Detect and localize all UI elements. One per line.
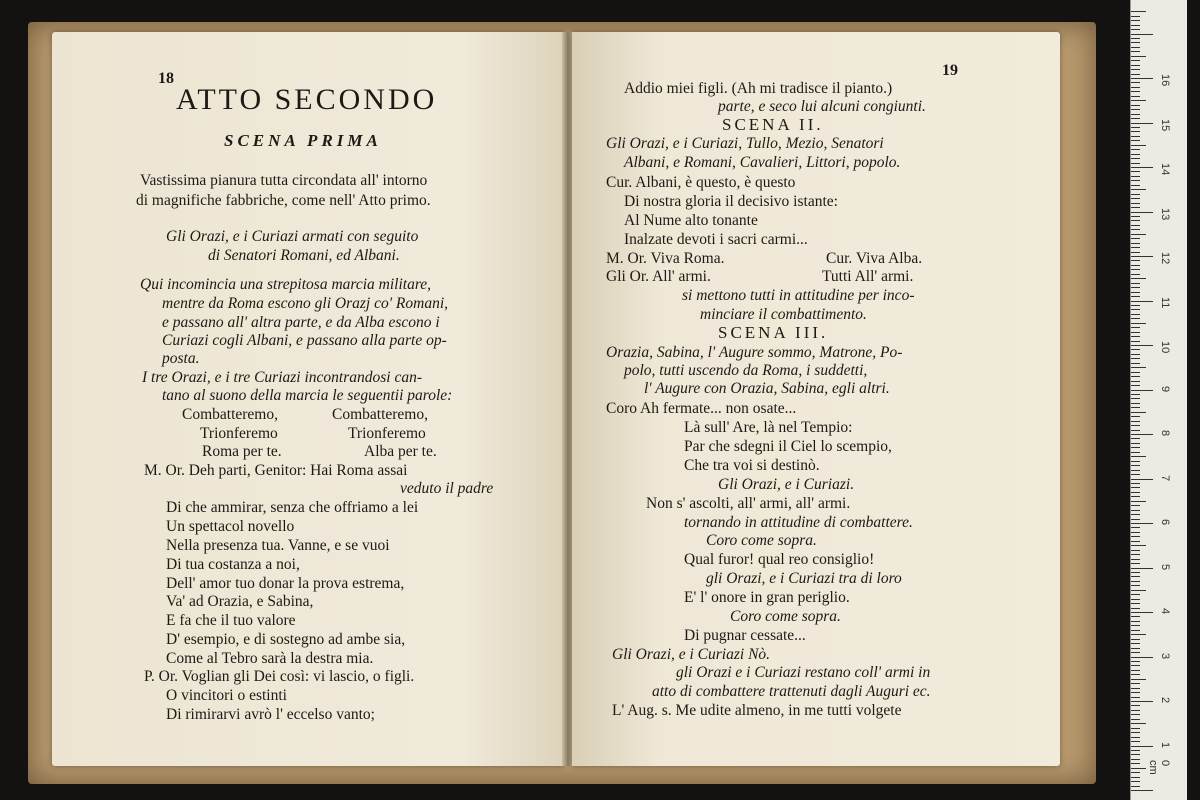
ruler-tick	[1131, 590, 1146, 591]
ruler-tick	[1131, 474, 1140, 475]
text-line: Di pugnar cessate...	[684, 627, 806, 644]
ruler-tick	[1131, 56, 1146, 57]
ruler-tick	[1131, 203, 1140, 204]
ruler-number: 16	[1159, 74, 1171, 87]
ruler-tick	[1131, 207, 1140, 208]
ruler-tick	[1131, 465, 1140, 466]
text-line: P. Or. Voglian gli Dei così: vi lascio, o figli.	[144, 668, 415, 685]
ruler-tick	[1131, 634, 1146, 635]
ruler-tick	[1131, 367, 1146, 368]
ruler-tick	[1131, 372, 1140, 373]
ruler-tick	[1131, 483, 1140, 484]
ruler-tick	[1131, 532, 1140, 533]
ruler-tick	[1131, 541, 1140, 542]
ruler-tick	[1131, 697, 1140, 698]
ruler-tick	[1131, 256, 1153, 257]
text-line: Inalzate devoti i sacri carmi...	[624, 231, 808, 248]
ruler-tick	[1131, 777, 1140, 778]
ruler-tick	[1131, 390, 1153, 391]
ruler-tick	[1131, 194, 1140, 195]
text-line: Vastissima pianura tutta circondata all' intorno	[140, 172, 428, 189]
text-line: Coro come sopra.	[706, 532, 817, 549]
ruler-tick	[1131, 759, 1140, 760]
ruler-tick	[1131, 42, 1140, 43]
ruler-tick	[1131, 105, 1140, 106]
text-line: Là sull' Are, là nel Tempio:	[684, 419, 853, 436]
ruler-tick	[1131, 163, 1140, 164]
ruler-tick	[1131, 648, 1140, 649]
text-line: Combatteremo,	[332, 406, 428, 423]
text-line: Gli Orazi, e i Curiazi.	[718, 476, 855, 493]
ruler-tick	[1131, 131, 1140, 132]
ruler-tick	[1131, 189, 1146, 190]
ruler-tick	[1131, 750, 1140, 751]
text-line: di Senatori Romani, ed Albani.	[208, 247, 400, 264]
ruler-number: 12	[1159, 252, 1171, 265]
ruler-tick	[1131, 487, 1140, 488]
text-line: Nella presenza tua. Vanne, e se vuoi	[166, 537, 390, 554]
ruler-tick	[1131, 260, 1140, 261]
text-line: Come al Tebro sarà la destra mia.	[166, 650, 374, 667]
ruler-tick	[1131, 679, 1146, 680]
ruler-tick	[1131, 212, 1153, 213]
ruler-tick	[1131, 123, 1153, 124]
ruler-tick	[1131, 65, 1140, 66]
ruler-tick	[1131, 505, 1140, 506]
ruler-tick	[1131, 398, 1140, 399]
ruler-number: 5	[1159, 563, 1171, 570]
text-line: Di tua costanza a noi,	[166, 556, 300, 573]
ruler-tick	[1131, 723, 1146, 724]
ruler-tick	[1131, 38, 1140, 39]
text-line: parte, e seco lui alcuni congiunti.	[718, 98, 926, 115]
ruler-tick	[1131, 608, 1140, 609]
ruler-tick	[1131, 29, 1140, 30]
ruler-tick	[1131, 171, 1140, 172]
text-line: Trionferemo	[348, 425, 426, 442]
text-line: Gli Or. All' armi.	[606, 268, 711, 285]
ruler-tick	[1131, 376, 1140, 377]
text-line: Di rimirarvi avrò l' eccelso vanto;	[166, 706, 375, 723]
ruler-tick	[1131, 728, 1140, 729]
ruler-number: 4	[1159, 608, 1171, 615]
ruler-tick	[1131, 479, 1153, 480]
text-line: l' Augure con Orazia, Sabina, egli altri.	[644, 380, 890, 397]
ruler-number: 10	[1159, 341, 1171, 354]
ruler-tick	[1131, 438, 1140, 439]
ruler-tick	[1131, 461, 1140, 462]
ruler-tick	[1131, 621, 1140, 622]
ruler-tick	[1131, 430, 1140, 431]
ruler-tick	[1131, 768, 1146, 769]
ruler-tick	[1131, 198, 1140, 199]
ruler-tick	[1131, 599, 1140, 600]
ruler-tick	[1131, 652, 1140, 653]
ruler-tick	[1131, 527, 1140, 528]
ruler-tick	[1131, 496, 1140, 497]
ruler-tick	[1131, 265, 1140, 266]
ruler-number: 11	[1159, 296, 1171, 308]
ruler-tick	[1131, 234, 1146, 235]
ruler-tick	[1131, 332, 1140, 333]
text-line: Tutti All' armi.	[822, 268, 914, 285]
ruler-tick	[1131, 692, 1140, 693]
ruler-tick	[1131, 287, 1140, 288]
ruler-tick	[1131, 545, 1146, 546]
text-line: Di nostra gloria il decisivo istante:	[624, 193, 838, 210]
ruler-tick	[1131, 278, 1146, 279]
ruler-tick	[1131, 501, 1146, 502]
scene-heading: SCENA III.	[718, 323, 829, 342]
ruler-number: 3	[1159, 652, 1171, 659]
ruler-tick	[1131, 394, 1140, 395]
ruler-tick	[1131, 109, 1140, 110]
ruler-tick	[1131, 381, 1140, 382]
text-line: tano al suono della marcia le seguentii parole:	[162, 387, 453, 404]
ruler-tick	[1131, 385, 1140, 386]
ruler-tick	[1131, 305, 1140, 306]
text-line: Che tra voi si destinò.	[684, 457, 820, 474]
right-page	[572, 32, 1060, 766]
ruler-tick	[1131, 563, 1140, 564]
ruler-number: 1	[1159, 741, 1171, 748]
ruler-tick	[1131, 354, 1140, 355]
text-line: Di che ammirar, senza che offriamo a lei	[166, 499, 419, 516]
ruler-tick	[1131, 238, 1140, 239]
text-line: Combatteremo,	[182, 406, 278, 423]
ruler-tick	[1131, 737, 1140, 738]
ruler-number: 6	[1159, 519, 1171, 526]
ruler-tick	[1131, 447, 1140, 448]
ruler-tick	[1131, 176, 1140, 177]
ruler-tick	[1131, 96, 1140, 97]
ruler-tick	[1131, 91, 1140, 92]
ruler-tick	[1131, 100, 1146, 101]
ruler-tick	[1131, 154, 1140, 155]
ruler-tick	[1131, 216, 1140, 217]
ruler-tick	[1131, 60, 1140, 61]
ruler-tick	[1131, 145, 1146, 146]
text-line: veduto il padre	[400, 480, 494, 497]
ruler-tick	[1131, 519, 1140, 520]
ruler-tick	[1131, 16, 1140, 17]
ruler-tick	[1131, 140, 1140, 141]
ruler-tick	[1131, 452, 1140, 453]
ruler-tick	[1131, 34, 1153, 35]
ruler-tick	[1131, 443, 1140, 444]
ruler-tick	[1131, 594, 1140, 595]
ruler-tick	[1131, 82, 1140, 83]
ruler-tick	[1131, 510, 1140, 511]
ruler-tick	[1131, 47, 1140, 48]
scene-title: SCENA PRIMA	[224, 131, 382, 150]
ruler-tick	[1131, 283, 1140, 284]
ruler-tick	[1131, 705, 1140, 706]
ruler-number: 15	[1159, 118, 1171, 131]
ruler-tick	[1131, 434, 1153, 435]
ruler-tick	[1131, 136, 1140, 137]
text-line: tornando in attitudine di combattere.	[684, 514, 913, 531]
text-line: Gli Orazi, e i Curiazi, Tullo, Mezio, Senatori	[606, 135, 884, 152]
ruler-tick	[1131, 492, 1140, 493]
page-number-left: 18	[158, 70, 174, 87]
page-number-right: 19	[942, 62, 958, 79]
ruler-tick	[1131, 456, 1146, 457]
ruler-tick	[1131, 625, 1140, 626]
text-line: Coro come sopra.	[730, 608, 841, 625]
text-line: gli Orazi, e i Curiazi tra di loro	[706, 570, 902, 587]
text-line: D' esempio, e di sostegno ad ambe sia,	[166, 631, 406, 648]
text-line: di magnifiche fabbriche, come nell' Atto primo.	[136, 192, 431, 209]
ruler-tick	[1131, 585, 1140, 586]
ruler-tick	[1131, 149, 1140, 150]
ruler-tick	[1131, 87, 1140, 88]
text-line: Cur. Albani, è questo, è questo	[606, 174, 796, 191]
ruler-tick	[1131, 568, 1153, 569]
text-line: e passano all' altra parte, e da Alba escono i	[162, 314, 440, 331]
ruler-tick	[1131, 403, 1140, 404]
ruler-number: 9	[1159, 385, 1171, 392]
ruler-tick	[1131, 536, 1140, 537]
ruler-tick	[1131, 657, 1153, 658]
ruler-tick	[1131, 309, 1140, 310]
ruler-tick	[1131, 118, 1140, 119]
ruler-tick	[1131, 78, 1153, 79]
ruler-tick	[1131, 318, 1140, 319]
ruler-tick	[1131, 20, 1140, 21]
ruler-tick	[1131, 243, 1140, 244]
text-line: Qui incomincia una strepitosa marcia militare,	[140, 276, 432, 293]
ruler-tick	[1131, 127, 1140, 128]
ruler-tick	[1131, 425, 1140, 426]
ruler-tick	[1131, 554, 1140, 555]
ruler-tick	[1131, 158, 1140, 159]
ruler-tick	[1131, 421, 1140, 422]
ruler-tick	[1131, 763, 1140, 764]
measurement-ruler	[1130, 0, 1187, 800]
text-line: minciare il combattimento.	[700, 306, 867, 323]
ruler-tick	[1131, 301, 1153, 302]
ruler-tick	[1131, 341, 1140, 342]
ruler-tick	[1131, 74, 1140, 75]
ruler-unit-label: 0 cm	[1147, 760, 1171, 775]
ruler-tick	[1131, 51, 1140, 52]
ruler-tick	[1131, 683, 1140, 684]
text-line: Trionferemo	[200, 425, 278, 442]
ruler-number: 7	[1159, 474, 1171, 481]
ruler-tick	[1131, 754, 1140, 755]
text-line: Al Nume alto tonante	[624, 212, 758, 229]
ruler-tick	[1131, 732, 1140, 733]
text-line: M. Or. Deh parti, Genitor: Hai Roma assai	[144, 462, 408, 479]
ruler-tick	[1131, 612, 1153, 613]
text-line: L' Aug. s. Me udite almeno, in me tutti volgete	[612, 702, 902, 719]
ruler-tick	[1131, 514, 1140, 515]
ruler-tick	[1131, 665, 1140, 666]
ruler-tick	[1131, 185, 1140, 186]
ruler-tick	[1131, 180, 1140, 181]
text-line: Orazia, Sabina, l' Augure sommo, Matrone, Po-	[606, 344, 903, 361]
ruler-tick	[1131, 336, 1140, 337]
ruler-tick	[1131, 358, 1140, 359]
ruler-tick	[1131, 790, 1153, 791]
text-line: Coro Ah fermate... non osate...	[606, 400, 797, 417]
ruler-tick	[1131, 220, 1140, 221]
ruler-tick	[1131, 714, 1140, 715]
ruler-tick	[1131, 559, 1140, 560]
ruler-tick	[1131, 470, 1140, 471]
ruler-tick	[1131, 327, 1140, 328]
text-line: gli Orazi e i Curiazi restano coll' armi in	[676, 664, 931, 681]
ruler-number: 8	[1159, 430, 1171, 437]
text-line: E fa che il tuo valore	[166, 612, 296, 629]
text-line: I tre Orazi, e i tre Curiazi incontrandosi can-	[142, 369, 422, 386]
ruler-number: 2	[1159, 697, 1171, 704]
ruler-tick	[1131, 688, 1140, 689]
text-line: Gli Orazi, e i Curiazi Nò.	[612, 646, 771, 663]
ruler-tick	[1131, 661, 1140, 662]
text-line: polo, tutti uscendo da Roma, i suddetti,	[624, 362, 868, 379]
ruler-tick	[1131, 572, 1140, 573]
text-line: si mettono tutti in attitudine per inco-	[682, 287, 915, 304]
ruler-tick	[1131, 25, 1140, 26]
ruler-tick	[1131, 746, 1153, 747]
ruler-tick	[1131, 69, 1140, 70]
ruler-tick	[1131, 710, 1140, 711]
text-line: mentre da Roma escono gli Orazj co' Romani,	[162, 295, 449, 312]
text-line: Non s' ascolti, all' armi, all' armi.	[646, 495, 851, 512]
ruler-tick	[1131, 643, 1140, 644]
ruler-tick	[1131, 719, 1140, 720]
ruler-tick	[1131, 741, 1140, 742]
ruler-tick	[1131, 781, 1140, 782]
ruler-tick	[1131, 323, 1146, 324]
ruler-tick	[1131, 701, 1153, 702]
text-line: Curiazi cogli Albani, e passano alla parte op-	[162, 332, 447, 349]
text-line: Qual furor! qual reo consiglio!	[684, 551, 875, 568]
text-line: O vincitori o estinti	[166, 687, 287, 704]
act-title: ATTO SECONDO	[176, 83, 438, 116]
ruler-tick	[1131, 252, 1140, 253]
ruler-tick	[1131, 225, 1140, 226]
text-line: posta.	[162, 350, 200, 367]
text-line: atto di combattere trattenuti dagli Auguri ec.	[652, 683, 931, 700]
text-line: M. Or. Viva Roma.	[606, 250, 725, 267]
ruler-tick	[1131, 269, 1140, 270]
text-line: Va' ad Orazia, e Sabina,	[166, 593, 314, 610]
ruler-number: 14	[1159, 163, 1171, 176]
scene-heading: SCENA II.	[722, 115, 824, 134]
ruler-tick	[1131, 630, 1140, 631]
text-line: Addio miei figli. (Ah mi tradisce il pianto.)	[624, 80, 893, 97]
ruler-tick	[1131, 786, 1140, 787]
text-line: Albani, e Romani, Cavalieri, Littori, popolo.	[624, 154, 901, 171]
ruler-number: 13	[1159, 207, 1171, 220]
ruler-tick	[1131, 247, 1140, 248]
ruler-tick	[1131, 349, 1140, 350]
ruler-tick	[1131, 314, 1140, 315]
ruler-tick	[1131, 114, 1140, 115]
ruler-tick	[1131, 167, 1153, 168]
ruler-tick	[1131, 772, 1140, 773]
text-line: Cur. Viva Alba.	[826, 250, 923, 267]
ruler-tick	[1131, 416, 1140, 417]
left-page	[52, 32, 564, 766]
ruler-tick	[1131, 11, 1146, 12]
ruler-tick	[1131, 581, 1140, 582]
ruler-tick	[1131, 412, 1146, 413]
text-line: Alba per te.	[364, 443, 437, 460]
text-line: Dell' amor tuo donar la prova estrema,	[166, 575, 405, 592]
ruler-tick	[1131, 639, 1140, 640]
text-line: Par che sdegni il Ciel lo scempio,	[684, 438, 892, 455]
ruler-tick	[1131, 229, 1140, 230]
ruler-tick	[1131, 296, 1140, 297]
ruler-tick	[1131, 550, 1140, 551]
text-line: E' l' onore in gran periglio.	[684, 589, 850, 606]
text-line: Un spettacol novello	[166, 518, 295, 535]
ruler-tick	[1131, 523, 1153, 524]
ruler-tick	[1131, 345, 1153, 346]
ruler-tick	[1131, 292, 1140, 293]
text-line: Roma per te.	[202, 443, 282, 460]
ruler-tick	[1131, 363, 1140, 364]
ruler-tick	[1131, 670, 1140, 671]
ruler-tick	[1131, 616, 1140, 617]
ruler-tick	[1131, 674, 1140, 675]
text-line: Gli Orazi, e i Curiazi armati con seguito	[166, 228, 419, 245]
ruler-tick	[1131, 603, 1140, 604]
ruler-tick	[1131, 407, 1140, 408]
ruler-tick	[1131, 274, 1140, 275]
ruler-tick	[1131, 576, 1140, 577]
